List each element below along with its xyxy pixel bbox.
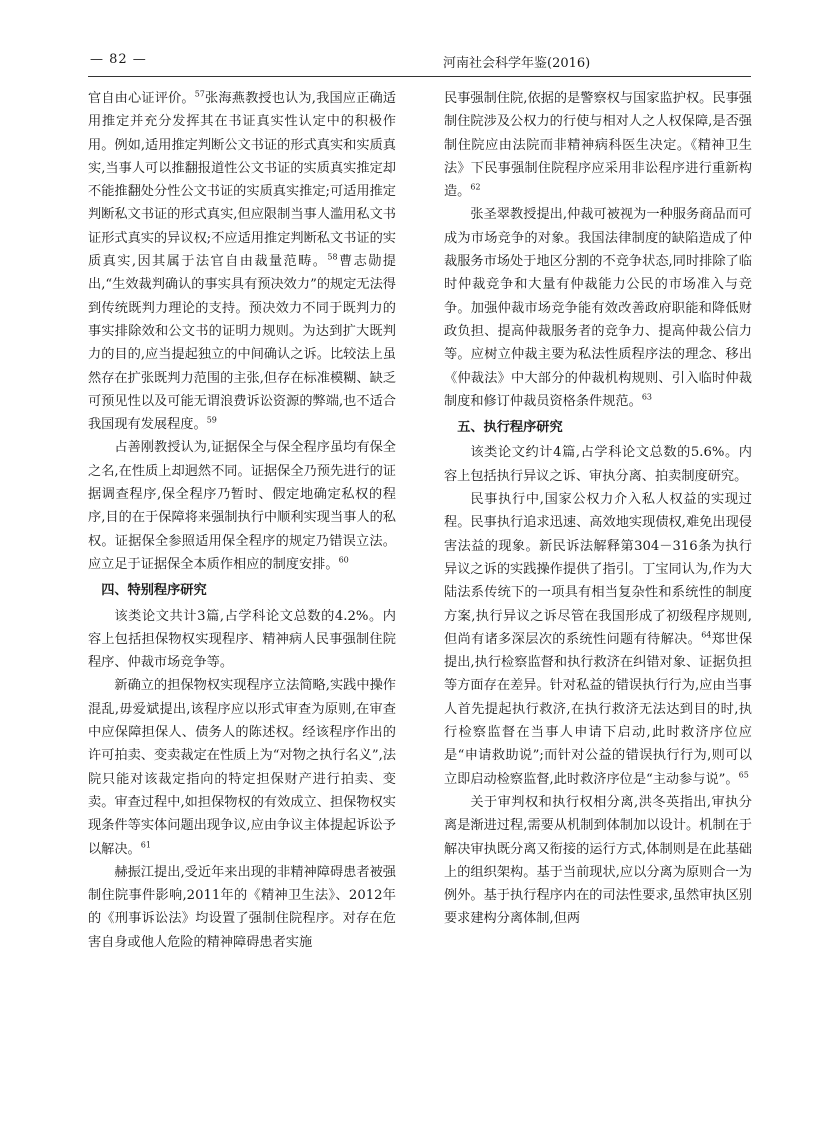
journal-title: 河南社会科学年鉴(2016) (443, 56, 591, 71)
paragraph: 民事执行中,国家公权力介入私人权益的实现过程。民事执行追求迅速、高效地实现债权,难免出现侵害法益的现象。新民诉法解释第304－316条为执行异议之诉的实践操作提供了指引。丁宝同认为,作为大陆法系传统下的一项具有相当复杂性和系统性的制度方案,执行异议之诉尽管在我国形成了初级程序规则,但尚有诸多深层次的系统性问题有待解决。$^{64}$郑世保提出,执行检察监督和执行救济在纠错对象、证据负担等方面存在差异。针对私益的错误执行行为,应由当事人首先提起执行救济,在执行救济无法达到目的时,执行检察监督在当事人申请下启动,此时救济序位应是“申请救助说”;而针对公益的错误执行行为,则可以立即启动检察监督,此时救济序位是“主动参与说”。$^{65}$ (444, 492, 753, 787)
footnote-ref: 60 (338, 555, 349, 565)
footnote-ref: 57 (194, 89, 205, 99)
paragraph: 占善刚教授认为,证据保全与保全程序虽均有保全之名,在性质上却迥然不同。证据保全乃预先进行的证据调查程序,保全程序乃暂时、假定地确定私权的程序,目的在于保障将来强制执行中顺利实现当事人的私权。证据保全参照适用保全程序的规定乃错误立法。应立足于证据保全本质作相应的制度安排。$^{60}$ (88, 440, 396, 572)
footnote-ref: 65 (738, 770, 749, 780)
right-column (444, 87, 752, 931)
section-heading: 四、特别程序研究 (101, 583, 207, 599)
left-column (88, 87, 396, 954)
paragraph: 赫振江提出,受近年来出现的非精神障碍患者被强制住院事件影响,2011年的《精神卫生法》、2012年的《刑事诉讼法》均设置了强制住院程序。对存在危害自身或他人危险的精神障碍患者实施 (88, 864, 396, 950)
paragraph: 官自由心证评价。$^{57}$张海燕教授也认为,我国应正确适用推定并充分发挥其在书证真实性认定中的积极作用。例如,适用推定判断公文书证的形式真实和实质真实,当事人可以推翻报道性公文书证的实质真实推定却不能推翻处分性公文书证的实质真实推定;可适用推定判断私文书证的形式真实,但应限制当事人滥用私文书证形式真实的异议权;不应适用推定判断私文书证的实质真实,因其属于法官自由裁量范畴。$^{58}$曹志勋提出,“生效裁判确认的事实具有预决效力”的规定无法得到传统既判力理论的支持。预决效力不同于既判力的事实排除效和公文书的证明力规则。为达到扩大既判力的目的,应当提起独立的中间确认之诉。比较法上虽然存在扩张既判力范围的主张,但存在标准模糊、缺乏可预见性以及可能无谓浪费诉讼资源的弊端,也不适合我国现有发展程度。$^{59}$ (88, 89, 396, 433)
running-header (88, 50, 751, 77)
footnote-ref: 62 (470, 182, 481, 192)
footnote-ref: 58 (327, 252, 338, 262)
section-heading: 五、执行程序研究 (457, 420, 563, 436)
paragraph: 该类论文约计4篇,占学科论文总数的5.6%。内容上包括执行异议之诉、审执分离、拍卖制度研究。 (444, 445, 752, 484)
footnote-ref: 61 (140, 840, 151, 850)
page-number: — 82 — (90, 52, 147, 67)
paragraph: 新确立的担保物权实现程序立法简略,实践中操作混乱,毋爱斌提出,该程序应以形式审查为原则,在审查中应保障担保人、债务人的陈述权。经该程序作出的许可拍卖、变卖裁定在性质上为“对物之执行名义”,法院只能对该裁定指向的特定担保财产进行拍卖、变卖。审查过程中,如担保物权的有效成立、担保物权实现条件等实体问题出现争议,应由争议主体提起诉讼予以解决。$^{61}$ (88, 678, 396, 857)
footnote-ref: 63 (641, 392, 652, 402)
paragraph: 该类论文共计3篇,占学科论文总数的4.2%。内容上包括担保物权实现程序、精神病人民事强制住院程序、仲裁市场竞争等。 (88, 608, 396, 671)
footnote-ref: 64 (701, 630, 712, 640)
paragraph: 张圣翠教授提出,仲裁可被视为一种服务商品而可成为市场竞争的对象。我国法律制度的缺陷造成了仲裁服务市场处于地区分割的不竞争状态,同时排除了临时仲裁竞争和大量有仲裁能力公民的市场准入与竞争。加强仲裁市场竞争能有效改善政府职能和降低财政负担、提高仲裁服务者的竞争力、提高仲裁公信力等。应树立仲裁主要为私法性质程序法的理念、移出《仲裁法》中大部分的仲裁机构规则、引入临时仲裁制度和修订仲裁员资格条件规范。$^{63}$ (444, 207, 752, 409)
footnote-ref: 59 (206, 415, 217, 425)
paragraph: 关于审判权和执行权相分离,洪冬英指出,审执分离是渐进过程,需要从机制到体制加以设计。机制在于解决审执既分离又衔接的运行方式,体制则是在此基础上的组织架构。基于当前现状,应以分离为原则合一为例外。基于执行程序内在的司法性要求,虽然审执区别要求建构分离体制,但两 (444, 794, 752, 927)
paragraph: 民事强制住院,依据的是警察权与国家监护权。民事强制住院涉及公权力的行使与相对人之人权保障,是否强制住院应由法院而非精神病科医生决定。《精神卫生法》下民事强制住院程序应采用非讼程序进行重新构造。$^{62}$ (444, 91, 752, 200)
